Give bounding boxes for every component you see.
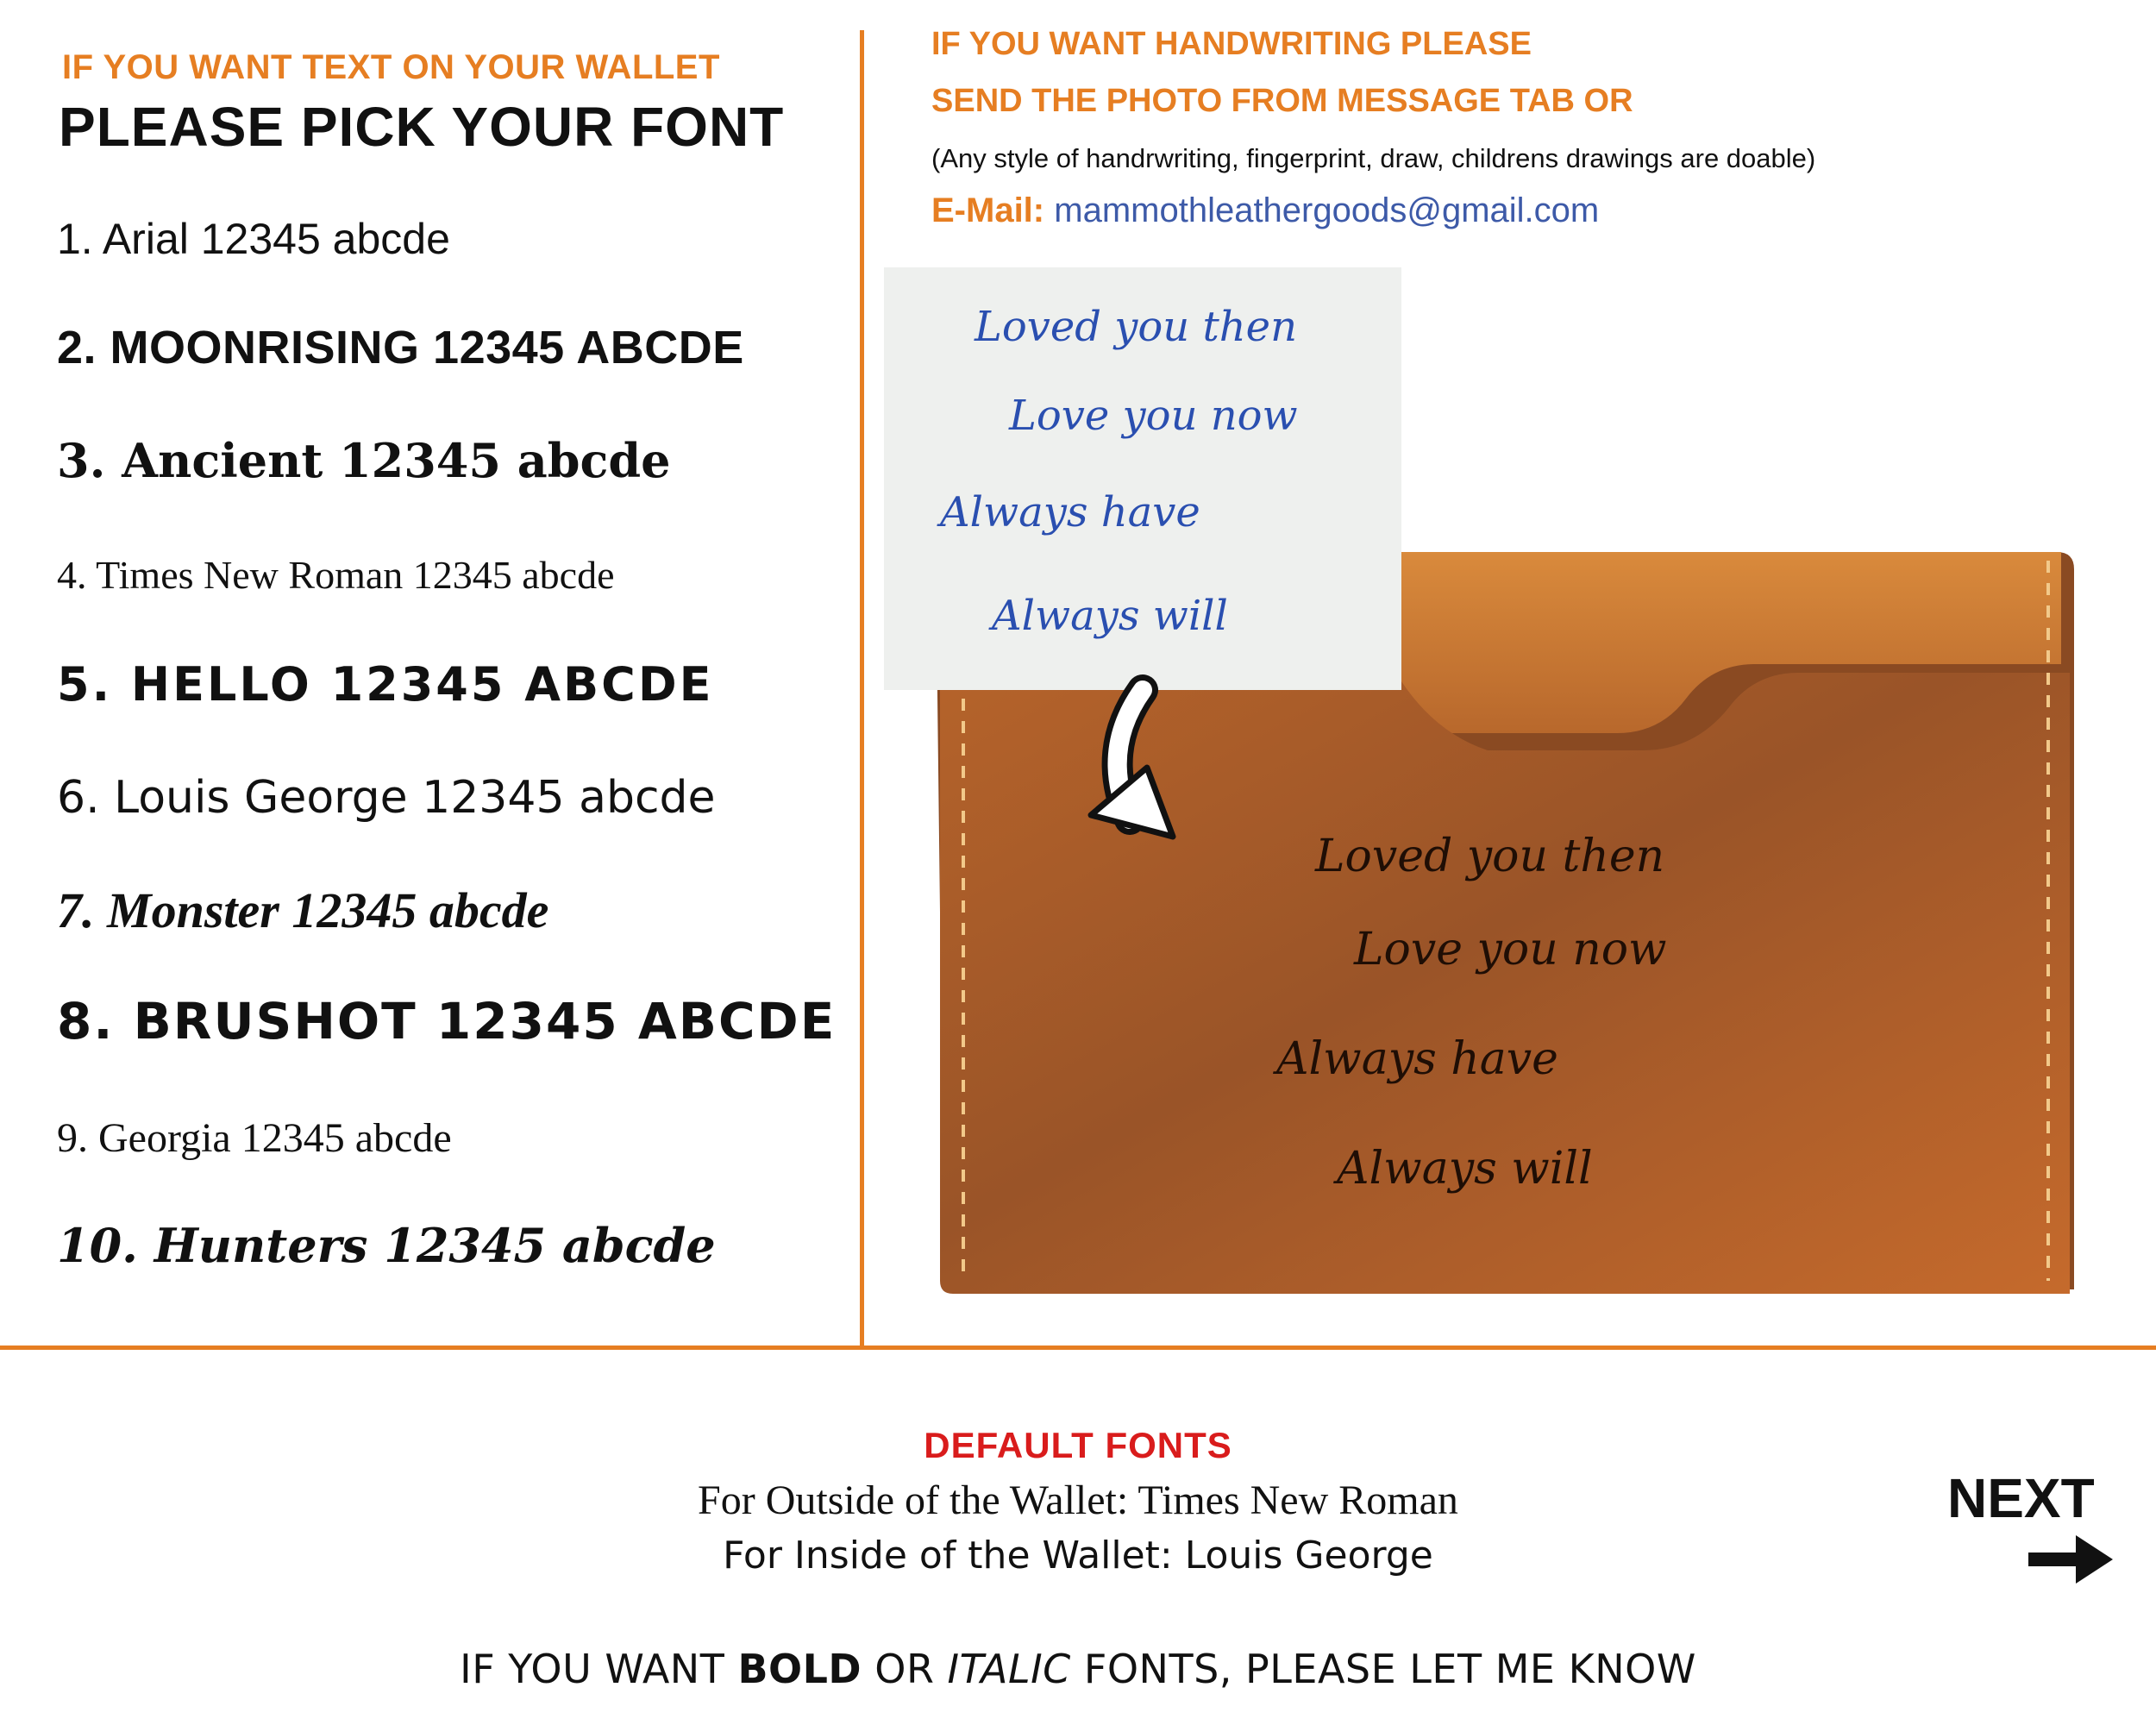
engraving-line-1: Loved you then — [1315, 831, 1665, 882]
handwriting-heading-line2: SEND THE PHOTO FROM MESSAGE TAB OR — [931, 83, 1633, 119]
vertical-divider — [860, 30, 864, 1346]
font-option-3: 3. Ancient 12345 abcde — [57, 433, 671, 488]
font-option-8: 8. BRUSHOT 12345 ABCDE — [57, 992, 837, 1051]
footer-middle: OR — [862, 1646, 948, 1692]
email-label: E-Mail: — [931, 191, 1045, 229]
email-link[interactable]: mammothleathergoods@gmail.com — [1054, 191, 1600, 229]
handwriting-heading-line1: IF YOU WANT HANDWRITING PLEASE — [931, 26, 1532, 62]
font-option-7: 7. Monster 12345 abcde — [57, 882, 549, 938]
font-option-2: 2. MOONRISING 12345 ABCDE — [57, 322, 744, 373]
font-option-9: 9. Georgia 12345 abcde — [57, 1115, 452, 1161]
handwriting-note: (Any style of handrwriting, fingerprint, draw, childrens drawings are doable) — [931, 143, 1816, 173]
card-line-4: Always will — [992, 592, 1228, 640]
footer-italic-word: ITALIC — [947, 1646, 1071, 1692]
horizontal-divider — [0, 1346, 2156, 1350]
card-line-3: Always have — [940, 488, 1200, 536]
footer-bold-word: BOLD — [737, 1646, 862, 1692]
footer-prefix: IF YOU WANT — [460, 1646, 738, 1692]
default-fonts-title: DEFAULT FONTS — [924, 1425, 1232, 1465]
card-line-2: Love you now — [1009, 392, 1298, 440]
wallet-photo — [884, 267, 2109, 1311]
font-option-10: 10. Hunters 12345 abcde — [57, 1218, 716, 1273]
engraving-line-2: Love you now — [1354, 924, 1667, 975]
email-row — [931, 191, 1599, 230]
font-option-5: 5. HELLO 12345 ABCDE — [57, 657, 714, 712]
next-button[interactable]: NEXT — [1947, 1467, 2095, 1529]
engraving-line-3: Always have — [1276, 1033, 1558, 1085]
card-line-1: Loved you then — [975, 303, 1297, 351]
footer-suffix: FONTS, PLEASE LET ME KNOW — [1070, 1646, 1696, 1692]
default-outside-font: For Outside of the Wallet: Times New Roman — [698, 1477, 1458, 1523]
pick-font-heading: PLEASE PICK YOUR FONT — [59, 96, 785, 158]
engraving-line-4: Always will — [1337, 1143, 1593, 1195]
bold-italic-note — [0, 1646, 2156, 1692]
default-inside-font: For Inside of the Wallet: Louis George — [723, 1534, 1433, 1578]
font-option-1: 1. Arial 12345 abcde — [57, 215, 450, 263]
font-option-4: 4. Times New Roman 12345 abcde — [57, 553, 615, 597]
text-wallet-heading: IF YOU WANT TEXT ON YOUR WALLET — [62, 48, 720, 86]
font-option-6: 6. Louis George 12345 abcde — [57, 772, 716, 824]
arrow-right-icon[interactable] — [2028, 1534, 2115, 1585]
